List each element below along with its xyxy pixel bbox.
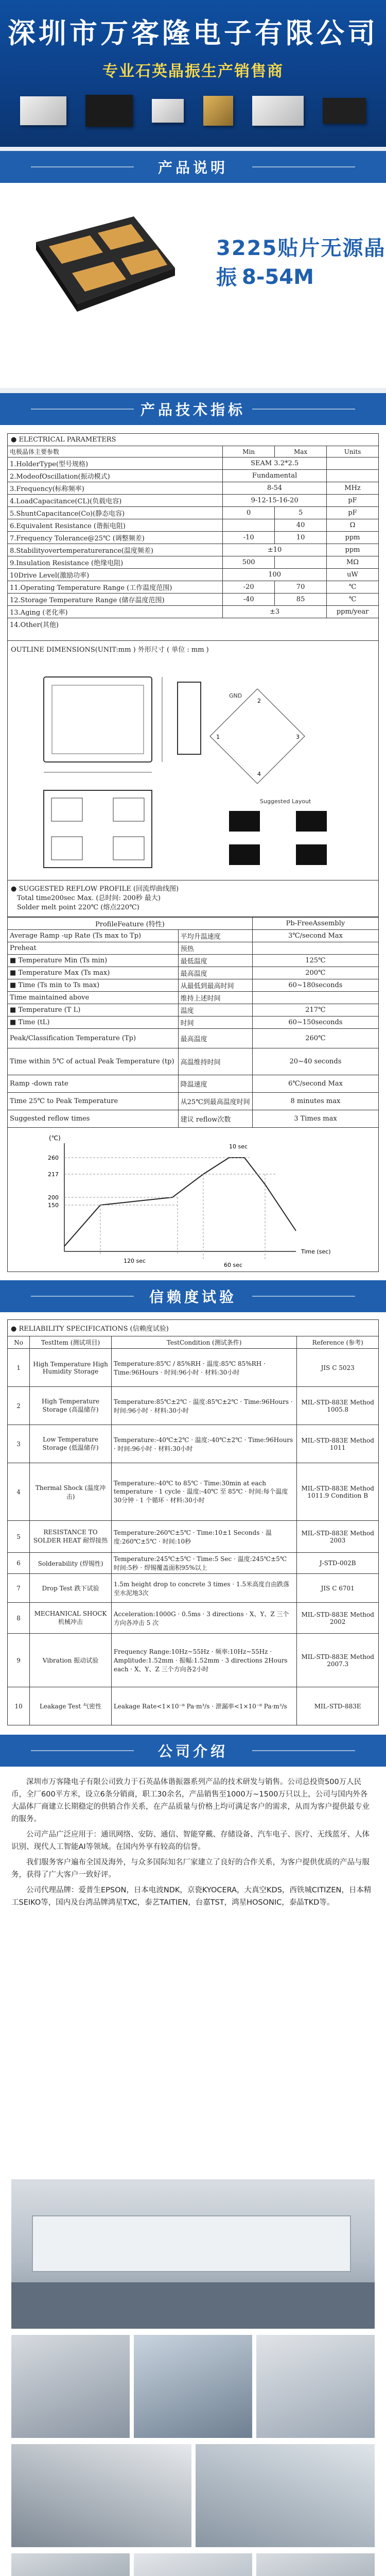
table-row — [8, 1349, 379, 1387]
reflow-cn: 维持上述时间 — [178, 992, 252, 1004]
crystal-image — [26, 206, 180, 314]
reflow-en: ■ Temperature (T L) — [8, 1004, 179, 1016]
reflow-val: 6℃/second Max — [252, 1075, 378, 1093]
rel-no: 9 — [8, 1634, 30, 1687]
company-paragraph: 深圳市万客隆电子有限公司致力于石英晶体谐振器系列产品的技术研发与销售。公司总投资500万人民币，全厂600平方米，设立6条分销商，职工30余名，产品销售至1000万~1500万只以上，公司与国内外各大晶体厂商建立长期稳定的供销合作关系，在产品质量与价格上均可满足客户的需求，从而为客户提供最专业的服务。 — [11, 1778, 370, 1823]
spec-value: ±10 — [223, 544, 327, 556]
rel-cond: Acceleration:1000G · 0.5ms · 3 directions · X、Y、Z 三个方向各冲击 5 次 — [111, 1603, 297, 1634]
company-paragraph: 公司产品广泛应用于：通讯网络、安防、通信、智能穿戴、存储设备、汽车电子、医疗、无线蓝牙、人体识别、现代人工智能AI等领域。在国内外享有较高的信誉。 — [11, 1831, 370, 1851]
rel-no: 10 — [8, 1687, 30, 1725]
table-row — [8, 955, 379, 967]
spec-section — [0, 425, 386, 880]
reflow-cn: 平均升温速度 — [178, 930, 252, 942]
rel-header: TestCondition (测试条件) — [111, 1336, 297, 1349]
chart-unit: (℃) — [49, 1134, 61, 1142]
reflow-val — [252, 992, 378, 1004]
rel-item: Leakage Test 气密性 — [30, 1687, 112, 1725]
product-intro — [0, 183, 386, 388]
rel-cond: 1.5m height drop to concrete 3 times · 1.5米高度自由跌落至水泥地3次 — [111, 1574, 297, 1603]
section-product-specs — [0, 393, 386, 425]
table-row — [8, 532, 379, 544]
section-title: 公司介绍 — [157, 1743, 228, 1760]
reflow-cn: 从最低到最高时间 — [178, 979, 252, 992]
table-row — [8, 544, 379, 556]
reflow-cn: 最高温度 — [178, 967, 252, 979]
table-row — [8, 556, 379, 569]
table-row — [8, 1521, 379, 1553]
spec-min — [223, 519, 275, 532]
reflow-cn: 预热 — [178, 942, 252, 955]
table-row — [8, 482, 379, 495]
thumb-crystal-6 — [323, 98, 366, 124]
reflow-val: 3℃/second Max — [252, 930, 378, 942]
spec-value: ±3 — [223, 606, 327, 618]
rel-item: High Temperature Storage (高温储存) — [30, 1387, 112, 1425]
rel-ref: MIL-STD-883E Method 1011.9 Condition B — [297, 1463, 379, 1521]
spec-label: 5.ShuntCapacitance(Co)(静态电容) — [8, 507, 223, 519]
reflow-en: Time within 5℃ of actual Peak Temperature (tp) — [8, 1048, 179, 1075]
rel-cond: Temperature:245℃±5℃ · Time:5 Sec · 温度:245℃±5℃ 时间:5秒 · 焊锡覆盖面积95%以上 — [111, 1553, 297, 1574]
spec-value: Fundamental — [223, 470, 327, 482]
reflow-curve — [8, 1128, 379, 1272]
spec-label: 8.Stabilityovertemperaturerance(温度频差) — [8, 544, 223, 556]
table-row — [8, 1004, 379, 1016]
product-name: 3225贴片无源晶振 — [216, 236, 386, 290]
tick-260: 260 — [48, 1155, 59, 1161]
reflow-val: 8 minutes max — [252, 1093, 378, 1110]
rel-ref: MIL-STD-883E Method 1011 — [297, 1425, 379, 1463]
reliability-table — [7, 1336, 379, 1725]
reflow-header — [7, 880, 379, 917]
spec-label: 13.Aging (老化率) — [8, 606, 223, 618]
spec-unit: ℃ — [327, 594, 379, 606]
tick-217: 217 — [48, 1171, 59, 1178]
spec-unit: uW — [327, 569, 379, 581]
rel-header: TestItem (测试项目) — [30, 1336, 112, 1349]
factory-photo — [196, 2444, 375, 2547]
spec-label: 3.Frequency(标称频率) — [8, 482, 223, 495]
table-row — [8, 457, 379, 470]
reflow-cn: 从25℃到最高温度时间 — [178, 1093, 252, 1110]
thumb-crystal-2 — [85, 95, 133, 127]
spec-label: 6.Equivalent Resistance (谐振电阻) — [8, 519, 223, 532]
spec-unit — [327, 470, 379, 482]
tick-150: 150 — [48, 1202, 59, 1209]
rel-ref: JIS C 5023 — [297, 1349, 379, 1387]
rel-ref: MIL-STD-883E Method 2007.3 — [297, 1634, 379, 1687]
reflow-cn: 最低温度 — [178, 955, 252, 967]
table-row — [8, 1093, 379, 1110]
table-row — [8, 1387, 379, 1425]
reflow-val: 200℃ — [252, 967, 378, 979]
spec-max: 85 — [275, 594, 327, 606]
thumb-crystal-3 — [152, 99, 184, 123]
table-row — [8, 507, 379, 519]
reflow-cn: 建议 reflow次数 — [178, 1110, 252, 1128]
spec-unit: MHz — [327, 482, 379, 495]
table-row — [8, 992, 379, 1004]
table-row — [8, 1574, 379, 1603]
spec-max — [275, 556, 327, 569]
company-intro — [0, 1767, 386, 1909]
spec-value: 100 — [223, 569, 327, 581]
reflow-en: Preheat — [8, 942, 179, 955]
product-thumbnails — [10, 82, 376, 139]
reflow-val: 60~180seconds — [252, 979, 378, 992]
rel-no: 6 — [8, 1553, 30, 1574]
factory-photo — [256, 2335, 375, 2438]
thumb-crystal-4 — [203, 96, 233, 126]
reflow-val: 125℃ — [252, 955, 378, 967]
outline-title: OUTLINE DIMENSIONS(UNIT:mm ) 外形尺寸 ( 单位 : mm ) — [11, 646, 209, 654]
factory-photo — [11, 2553, 130, 2576]
rel-no: 3 — [8, 1425, 30, 1463]
spec-unit — [327, 457, 379, 470]
table-row — [8, 967, 379, 979]
hero-banner — [0, 0, 386, 147]
reflow-cn: 高温维持时间 — [178, 1048, 252, 1075]
pad-label-1: 1 — [216, 734, 220, 740]
rel-item: Drop Test 跌下试验 — [30, 1574, 112, 1603]
table-row — [8, 1110, 379, 1128]
duration-60: 60 sec — [224, 1262, 243, 1268]
product-range: 8-54M — [242, 265, 314, 289]
spec-header: Max — [275, 446, 327, 457]
spec-value: SEAM 3.2*2.5 — [223, 457, 327, 470]
rel-ref: MIL-STD-883E — [297, 1687, 379, 1725]
table-row — [8, 1463, 379, 1521]
rel-cond: Temperature:260℃±5℃ · Time:10±1 Seconds · 温度:260℃±5℃ · 时间:10秒 — [111, 1521, 297, 1553]
spec-label: 10Drive Level(激励功率) — [8, 569, 223, 581]
rel-cond: Temperature:85℃ / 85%RH · 温度:85℃ 85%RH · Time:96Hours · 时间:96小时 · 材料:30小时 — [111, 1349, 297, 1387]
reflow-cn: 时间 — [178, 1016, 252, 1029]
reflow-en: Ramp -down rate — [8, 1075, 179, 1093]
rel-cond: Temperature:-40℃ to 85℃ · Time:30min at each temperature · 1 cycle · 温度:-40℃ 至 85℃ · 时间:每个温度30分钟 · 1 个循环 · 材料:30小时 — [111, 1463, 297, 1521]
rel-item: Vibration 振动试验 — [30, 1634, 112, 1687]
pad-label-2: 2 — [257, 698, 261, 704]
factory-photo — [134, 2553, 252, 2576]
factory-photo — [11, 2444, 191, 2547]
table-row — [8, 618, 379, 641]
rel-item: Solderability (焊锡性) — [30, 1553, 112, 1574]
pad-label-4: 4 — [257, 771, 261, 777]
spec-header: Min — [223, 446, 275, 457]
table-row — [8, 942, 379, 955]
reflow-en: Time maintained above — [8, 992, 179, 1004]
table-row — [8, 930, 379, 942]
table-row — [8, 1634, 379, 1687]
sec-label: 10 sec — [229, 1143, 248, 1150]
duration-120: 120 sec — [124, 1258, 146, 1264]
spec-min: 0 — [223, 507, 275, 519]
spec-min: 500 — [223, 556, 275, 569]
rel-ref: MIL-STD-883E Method 2003 — [297, 1521, 379, 1553]
thumb-crystal-1 — [20, 96, 66, 125]
reflow-en: Suggested reflow times — [8, 1110, 179, 1128]
reliability-title: ● RELIABILITY SPECIFICATIONS (信赖度试验) — [7, 1319, 379, 1336]
table-row — [8, 1048, 379, 1075]
reflow-en: Peak/Classification Temperature (Tp) — [8, 1029, 179, 1048]
section-title: 信赖度试验 — [149, 1289, 237, 1306]
reflow-title: ● SUGGESTED REFLOW PROFILE (回流焊曲线图) — [11, 885, 179, 893]
spec-label: 2.ModeofOscillation(振动模式) — [8, 470, 223, 482]
rel-no: 8 — [8, 1603, 30, 1634]
outline-drawing — [8, 641, 379, 878]
spec-min: -10 — [223, 532, 275, 544]
reflow-val — [252, 942, 378, 955]
reflow-line1: Total time200sec Max. (总时间: 200秒 最大) — [17, 894, 161, 902]
reflow-val: 20~40 seconds — [252, 1048, 378, 1075]
reliability-section — [0, 1312, 386, 1725]
factory-photo — [11, 2179, 375, 2329]
reflow-val: 3 Times max — [252, 1110, 378, 1128]
company-paragraph: 公司代理品牌：爱普生EPSON，日本电波NDK，京瓷KYOCERA，大真空KDS，西铁城CITIZEN，日本精工SEIKO等，国内及台湾品牌鸿星TXC，泰艺TAITIEN，台嘉TST，鸿星HOSONIC，泰晶TKD等。 — [11, 1886, 372, 1907]
spec-label: 12.Storage Temperature Range (储存温度范围) — [8, 594, 223, 606]
company-title: 深圳市万客隆电子有限公司 — [8, 17, 378, 49]
table-row — [8, 569, 379, 581]
reflow-en: Average Ramp -up Rate (Ts max to Tp) — [8, 930, 179, 942]
spec-label: 4.LoadCapacitance(CL)(负载电容) — [8, 495, 223, 507]
rel-ref: JIS C 6701 — [297, 1574, 379, 1603]
table-row — [8, 1029, 379, 1048]
factory-photo — [134, 2335, 252, 2438]
section-product-intro — [0, 151, 386, 183]
spec-label: 9.Insulation Resistance (绝缘电阻) — [8, 556, 223, 569]
spec-max: 5 — [275, 507, 327, 519]
suggested-layout-label: Suggested Layout — [260, 798, 311, 805]
rel-item: Low Temperature Storage (低温储存) — [30, 1425, 112, 1463]
table-row — [8, 581, 379, 594]
spec-min: -20 — [223, 581, 275, 594]
spec-title: ● ELECTRICAL PARAMETERS — [7, 433, 379, 446]
table-row — [8, 519, 379, 532]
spec-value: 8-54 — [223, 482, 327, 495]
outline-dimensions — [7, 641, 379, 880]
tick-200: 200 — [48, 1194, 59, 1201]
company-paragraph: 我们服务客户遍布全国及海外，与众多国际知名厂家建立了良好的合作关系，为客户提供优质的产品与服务，获得了广大客户一致好评。 — [11, 1858, 370, 1879]
spec-table — [7, 446, 379, 641]
factory-photo — [11, 2335, 130, 2438]
rel-no: 4 — [8, 1463, 30, 1521]
reflow-en: ■ Temperature Max (Ts max) — [8, 967, 179, 979]
reflow-val: 260℃ — [252, 1029, 378, 1048]
table-row — [8, 1075, 379, 1093]
spec-max: 10 — [275, 532, 327, 544]
table-row — [8, 1603, 379, 1634]
reflow-header-cell: Pb-FreeAssembly — [252, 918, 378, 930]
company-subtitle: 专业石英晶振生产销售商 — [102, 62, 284, 80]
pad-label-3: 3 — [296, 734, 300, 740]
section-reliability — [0, 1280, 386, 1312]
rel-cond: Frequency Range:10Hz~55Hz · 频率:10Hz~55Hz · Amplitude:1.52mm · 振幅:1.52mm · 3 directions 2Hours each · X、Y、Z 三个方向各2小时 — [111, 1634, 297, 1687]
spec-label: 7.Frequency Tolerance@25℃ (调整频差) — [8, 532, 223, 544]
rel-cond: Temperature:85℃±2℃ · 温度:85℃±2℃ · Time:96Hours · 时间:96小时 · 材料:30小时 — [111, 1387, 297, 1425]
table-row — [8, 979, 379, 992]
section-title: 产品说明 — [157, 159, 228, 176]
thumb-crystal-5 — [252, 96, 304, 126]
rel-item: Thermal Shock (温度冲击) — [30, 1463, 112, 1521]
table-row — [8, 1425, 379, 1463]
table-row — [8, 1016, 379, 1029]
table-row — [8, 594, 379, 606]
reflow-en: ■ Time (Ts min to Ts max) — [8, 979, 179, 992]
spec-header: 电极晶体主要参数 — [8, 446, 223, 457]
reflow-line2: Solder melt point 220℃ (熔点220℃) — [17, 904, 139, 911]
table-row — [8, 606, 379, 618]
table-row — [8, 1553, 379, 1574]
rel-no: 2 — [8, 1387, 30, 1425]
rel-header: No — [8, 1336, 30, 1349]
rel-item: High Temperature High Humidity Storage — [30, 1349, 112, 1387]
rel-item: MECHANICAL SHOCK 机械冲击 — [30, 1603, 112, 1634]
reflow-profile-chart — [7, 1128, 379, 1272]
reflow-table — [7, 917, 379, 1128]
reflow-header-cell: ProfileFeature (特性) — [8, 918, 253, 930]
reflow-val: 60~150seconds — [252, 1016, 378, 1029]
rel-cond: Temperature:-40℃±2℃ · 温度:-40℃±2℃ · Time:96Hours · 时间:96小时 · 材料:30小时 — [111, 1425, 297, 1463]
table-row — [8, 1687, 379, 1725]
rel-no: 5 — [8, 1521, 30, 1553]
rel-ref: MIL-STD-883E Method 1005.8 — [297, 1387, 379, 1425]
spec-unit: ppm — [327, 532, 379, 544]
spec-value: 9-12-15-16-20 — [223, 495, 327, 507]
spec-label: 11.Operating Temperature Range (工作温度范围) — [8, 581, 223, 594]
reflow-section — [0, 880, 386, 1272]
reflow-en: ■ Time (tL) — [8, 1016, 179, 1029]
spec-unit: ppm/year — [327, 606, 379, 618]
reflow-cn: 温度 — [178, 1004, 252, 1016]
reflow-cn: 最高温度 — [178, 1029, 252, 1048]
reflow-en: Time 25℃ to Peak Temperature — [8, 1093, 179, 1110]
rel-ref: MIL-STD-883E Method 2002 — [297, 1603, 379, 1634]
spec-unit: MΩ — [327, 556, 379, 569]
factory-photo — [256, 2553, 375, 2576]
spec-unit: ℃ — [327, 581, 379, 594]
rel-no: 7 — [8, 1574, 30, 1603]
rel-ref: J-STD-002B — [297, 1553, 379, 1574]
reflow-cn: 降温速度 — [178, 1075, 252, 1093]
spec-min: -40 — [223, 594, 275, 606]
spec-max: 40 — [275, 519, 327, 532]
table-row — [8, 470, 379, 482]
factory-photos — [0, 2179, 386, 2576]
spec-header: Units — [327, 446, 379, 457]
section-company — [0, 1735, 386, 1767]
spec-label: 1.HolderType(型号规格) — [8, 457, 223, 470]
reflow-val: 217℃ — [252, 1004, 378, 1016]
table-row — [8, 495, 379, 507]
rel-cond: Leakage Rate<1×10⁻⁸ Pa·m³/s · 泄漏率<1×10⁻⁸ Pa·m³/s — [111, 1687, 297, 1725]
rel-header: Reference (参考) — [297, 1336, 379, 1349]
spec-unit: Ω — [327, 519, 379, 532]
axis-x-label: Time (sec) — [301, 1248, 331, 1255]
spec-unit: ppm — [327, 544, 379, 556]
section-title: 产品技术指标 — [140, 401, 245, 418]
reflow-en: ■ Temperature Min (Ts min) — [8, 955, 179, 967]
spec-label: 14.Other(其他) — [8, 618, 379, 641]
rel-no: 1 — [8, 1349, 30, 1387]
rel-item: RESISTANCE TO SOLDER HEAT 耐焊接热 — [30, 1521, 112, 1553]
spec-unit: pF — [327, 495, 379, 507]
spec-max: 70 — [275, 581, 327, 594]
spec-unit: pF — [327, 507, 379, 519]
gnd-label: GND — [229, 692, 242, 699]
